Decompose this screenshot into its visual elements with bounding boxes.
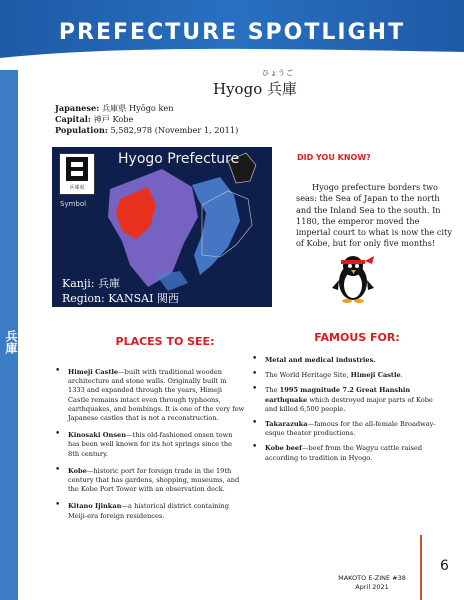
sidebar-kanji: 兵庫 (4, 330, 18, 354)
place-description: —built with traditional wooden architecture and stone walls. Originally built in 1333 and expanded through the years, Himeji Castle remains intact even through typhoons, earthquakes, and bombings. It is one of the very few Japanese castles that is not a reconstruction. (68, 368, 245, 423)
symbol-label: Symbol (60, 200, 87, 208)
footer-zine: MAKOTO E-ZINE #38 (338, 574, 406, 582)
list-item (252, 356, 442, 365)
list-item (55, 502, 245, 520)
list-item (252, 371, 442, 380)
place-name: Kinosaki Onsen (68, 431, 127, 440)
info-japanese (55, 103, 238, 114)
penguin-mascot-icon (330, 252, 376, 304)
footer-date: April 2021 (355, 583, 389, 591)
banner-title: PREFECTURE SPOTLIGHT (58, 20, 406, 45)
list-item (252, 420, 442, 438)
places-heading: PLACES TO SEE: (115, 335, 215, 348)
footer (328, 574, 416, 592)
did-you-know-title: DID YOU KNOW? (297, 153, 371, 162)
map-title: Hyogo Prefecture (118, 151, 240, 167)
map-region: Region: KANSAI 関西 (62, 292, 179, 305)
place-name: Kobe (68, 466, 87, 475)
famous-pre: The World Heritage Site, (265, 371, 351, 380)
famous-heading: FAMOUS FOR: (314, 331, 400, 344)
place-description: —a historical district containing Meiji-era foreign residences. (68, 502, 230, 520)
famous-post: . (400, 371, 403, 380)
symbol-kanji: 兵庫県 (69, 185, 85, 191)
prefecture-info (55, 103, 238, 136)
capital-label: Capital: (55, 114, 91, 124)
prefecture-map (52, 147, 272, 307)
famous-bold: Himeji Castle (350, 371, 401, 380)
place-description: —historic port for foreign trade in the 19th century that has gardens, shopping, museums, and the Kobe Port Tower with an observation deck. (68, 466, 240, 494)
famous-post: which destroyed major parts of Kobe and killed 6,500 people. (265, 395, 433, 413)
capital-value: 神戸 Kobe (93, 114, 134, 124)
list-item (55, 431, 245, 459)
list-item (55, 467, 245, 495)
banner (0, 0, 464, 58)
famous-pre: The (265, 386, 280, 395)
info-population (55, 125, 238, 136)
famous-post: —famous for the all-female Broadway-esque theater productions. (265, 420, 436, 438)
place-name: Kitano Ijinkan (68, 502, 122, 511)
population-value: 5,582,978 (November 1, 2011) (110, 125, 239, 135)
place-description: —this old-fashioned onsen town has been well known for its hot springs since the 8th century. (68, 431, 233, 458)
famous-post: —beef from the Wagyu cattle raised according to tradition in Hyogo. (265, 444, 423, 462)
place-name: Himeji Castle (68, 368, 119, 376)
map-kanji: Kanji: 兵庫 (62, 277, 120, 290)
famous-list (252, 356, 442, 469)
list-item (252, 386, 442, 414)
famous-bold: Kobe beef (265, 444, 302, 453)
japanese-value: 兵庫県 Hyōgo ken (101, 103, 174, 113)
title-ruby: ひょうご (262, 69, 294, 77)
prefecture-symbol (59, 153, 95, 195)
list-item (55, 368, 245, 423)
famous-bold: Takarazuka (265, 420, 308, 429)
page-number: 6 (440, 558, 449, 574)
symbol-emblem-icon (60, 154, 94, 184)
famous-bold: 1995 magnitude 7.2 Great Hanshin earthquake (265, 386, 411, 404)
did-you-know-text: Hyogo prefecture borders two seas: the Sea of Japan to the north and the Inland Sea to the south. In 1180, the emperor moved the imperial court to what is now the city of Kobe, but for only five months! (296, 182, 452, 249)
footer-divider (420, 535, 422, 600)
japan-main-shape (192, 177, 240, 275)
japanese-label: Japanese: (55, 103, 100, 113)
info-capital (55, 114, 238, 125)
page-title: Hyogo 兵庫 (213, 80, 297, 98)
list-item (252, 444, 442, 462)
population-label: Population: (55, 125, 108, 135)
places-list (55, 368, 245, 529)
banner-wave (0, 44, 464, 58)
famous-bold: Metal and medical industries. (265, 356, 376, 364)
